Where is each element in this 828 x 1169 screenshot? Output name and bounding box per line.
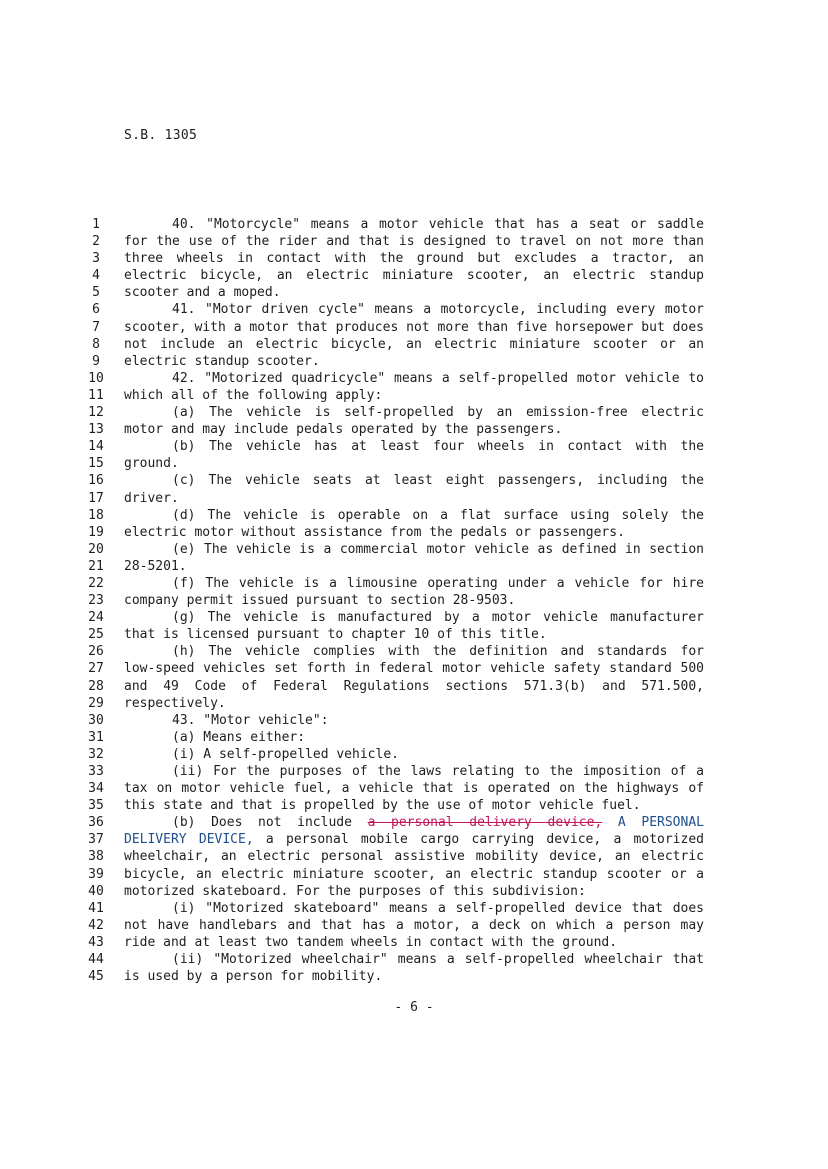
line-number: 27 [88,661,104,677]
line-6 [0,301,828,318]
line-text: (i) A self-propelled vehicle. [172,746,399,762]
line-19 [0,524,828,541]
line-text: and 49 Code of Federal Regulations sections 571.3(b) and 571.500, [124,678,704,694]
line-text: bicycle, an electric miniature scooter, an electric standup scooter or a [124,866,704,882]
line-number: 38 [88,849,104,865]
line-number: 7 [92,319,100,335]
line-text: which all of the following apply: [124,387,383,403]
line-number: 44 [88,952,104,968]
line-29 [0,695,828,712]
line-text: 40. "Motorcycle" means a motor vehicle that has a seat or saddle [172,217,704,232]
line-text: for the use of the rider and that is designed to travel on not more than [124,234,704,250]
line-number: 18 [88,507,104,523]
line-43 [0,934,828,951]
line-text: low-speed vehicles set forth in federal motor vehicle safety standard 500 [124,661,704,677]
line-40 [0,883,828,900]
line-number: 28 [88,678,104,694]
line-7 [0,319,828,336]
line-14 [0,438,828,455]
line-text: not have handlebars and that has a motor, a deck on which a person may [124,917,704,933]
line-text: three wheels in contact with the ground but excludes a tractor, an [124,251,704,267]
line-36 [0,814,828,831]
line-text [172,814,704,831]
line-5 [0,284,828,301]
line-34 [0,780,828,797]
line-33 [0,763,828,780]
line-text: that is licensed pursuant to chapter 10 of this title. [124,627,547,643]
line-text: ride and at least two tandem wheels in contact with the ground. [124,934,618,950]
line-32 [0,746,828,763]
line-25 [0,626,828,643]
line-23 [0,592,828,609]
page-number: - 6 - [394,1000,434,1015]
line-text: respectively. [124,695,226,711]
line-text: company permit issued pursuant to section 28-9503. [124,593,516,609]
line-number: 23 [88,593,104,609]
line-text: motorized skateboard. For the purposes of this subdivision: [124,883,586,899]
line-27 [0,660,828,677]
line-text: (b) The vehicle has at least four wheels in contact with the [172,439,704,455]
line-9 [0,353,828,370]
line-text: 28-5201. [124,558,187,574]
line-30 [0,712,828,729]
line-number: 5 [92,285,100,301]
line-8 [0,336,828,353]
inserted-text: A PERSONAL [617,815,704,831]
line-16 [0,472,828,489]
line-text: (h) The vehicle complies with the definition and standards for [172,644,704,660]
line-number: 15 [88,456,104,472]
line-3 [0,250,828,267]
line-text: (d) The vehicle is operable on a flat surface using solely the [172,507,704,523]
line-number: 40 [88,883,104,899]
line-35 [0,797,828,814]
line-text: (ii) "Motorized wheelchair" means a self-propelled wheelchair that [172,952,704,968]
line-number: 14 [88,439,104,455]
line-number: 35 [88,798,104,814]
line-number: 21 [88,558,104,574]
line-number: 39 [88,866,104,882]
line-number: 41 [88,900,104,916]
line-37 [0,831,828,848]
line-number: 4 [92,268,100,284]
line-text: (i) "Motorized skateboard" means a self-propelled device that does [172,900,704,916]
line-number: 31 [88,729,104,745]
line-number: 13 [88,422,104,438]
line-text: scooter and a moped. [124,285,281,301]
line-text: wheelchair, an electric personal assistive mobility device, an electric [124,849,704,865]
line-text: driver. [124,490,179,506]
line-2 [0,233,828,250]
line-number: 43 [88,934,104,950]
line-26 [0,643,828,660]
line-text-rest: a personal mobile cargo carrying device, a motorized [253,832,704,848]
bill-text [0,216,828,985]
line-text: 43. "Motor vehicle": [172,712,329,728]
line-21 [0,558,828,575]
line-text: (a) Means either: [172,729,306,745]
line-number: 33 [88,764,104,779]
bill-number: S.B. 1305 [124,128,198,143]
line-number: 26 [88,644,104,660]
line-number: 10 [88,370,104,386]
line-text: is used by a person for mobility. [124,969,383,985]
line-text [124,831,704,848]
line-number: 22 [88,575,104,591]
line-38 [0,848,828,865]
line-number: 20 [88,541,104,557]
line-number: 3 [92,251,100,267]
line-24 [0,609,828,626]
line-11 [0,387,828,404]
line-text-lead: (b) Does not include [172,815,368,831]
line-number: 36 [88,815,104,831]
line-text: not include an electric bicycle, an electric miniature scooter or an [124,336,704,352]
line-number: 29 [88,695,104,711]
line-number: 6 [92,302,100,318]
line-number: 1 [92,217,100,232]
line-text: (a) The vehicle is self-propelled by an emission-free electric [172,405,704,421]
line-number: 16 [88,473,104,489]
line-15 [0,455,828,472]
line-number: 11 [88,387,104,403]
line-text: (f) The vehicle is a limousine operating under a vehicle for hire [172,575,704,591]
line-number: 32 [88,746,104,762]
line-13 [0,421,828,438]
line-number: 9 [92,353,100,369]
line-text: (c) The vehicle seats at least eight passengers, including the [172,473,704,489]
line-20 [0,541,828,558]
line-41 [0,900,828,917]
line-12 [0,404,828,421]
line-28 [0,678,828,695]
line-4 [0,267,828,284]
line-45 [0,968,828,985]
line-number: 37 [88,832,104,848]
line-39 [0,866,828,883]
line-number: 8 [92,336,100,352]
line-17 [0,490,828,507]
line-number: 24 [88,610,104,626]
line-18 [0,507,828,524]
line-text: (ii) For the purposes of the laws relating to the imposition of a [172,764,704,779]
line-42 [0,917,828,934]
line-text: electric bicycle, an electric miniature scooter, an electric standup [124,268,704,284]
line-text: electric standup scooter. [124,353,320,369]
line-number: 42 [88,917,104,933]
line-22 [0,575,828,592]
line-number: 45 [88,969,104,985]
line-text: 42. "Motorized quadricycle" means a self-propelled motor vehicle to [172,370,704,386]
line-1 [0,216,828,233]
line-10 [0,370,828,387]
line-text: (e) The vehicle is a commercial motor vehicle as defined in section [172,541,704,557]
line-number: 30 [88,712,104,728]
line-text: electric motor without assistance from the pedals or passengers. [124,524,625,540]
line-number: 25 [88,627,104,643]
line-text: this state and that is propelled by the use of motor vehicle fuel. [124,798,641,814]
line-text: 41. "Motor driven cycle" means a motorcycle, including every motor [172,302,704,318]
struck-text: a personal delivery device, [367,815,603,831]
line-number: 19 [88,524,104,540]
line-text: (g) The vehicle is manufactured by a motor vehicle manufacturer [172,610,704,626]
line-number: 2 [92,234,100,250]
line-31 [0,729,828,746]
line-number: 34 [88,781,104,797]
line-text: scooter, with a motor that produces not more than five horsepower but does [124,319,704,335]
line-number: 17 [88,490,104,506]
line-44 [0,951,828,968]
line-number: 12 [88,405,104,421]
line-text: ground. [124,456,179,472]
line-text: tax on motor vehicle fuel, a vehicle that is operated on the highways of [124,781,704,797]
line-text: motor and may include pedals operated by the passengers. [124,422,563,438]
inserted-text: DELIVERY DEVICE, [124,832,254,848]
